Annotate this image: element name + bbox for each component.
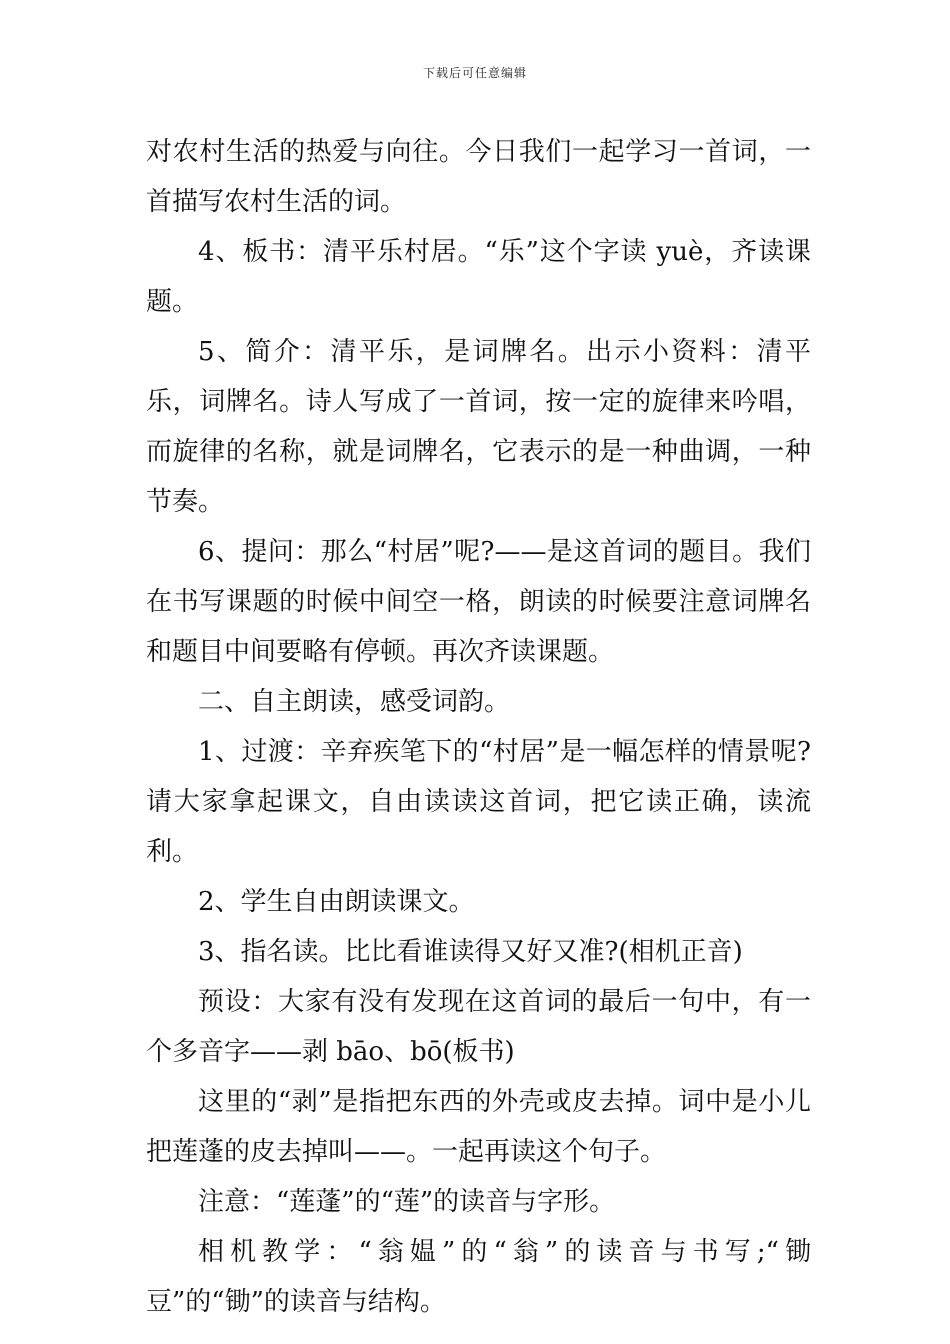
paragraph: 2、学生自由朗读课文。 xyxy=(198,887,475,917)
paragraph: 4、板书：清平乐村居。“乐”这个字读 yuè，齐读课题。 xyxy=(146,237,811,317)
paragraph: 6、提问：那么“村居”呢?——是这首词的题目。我们在书写课题的时候中间空一格，朗读的时候要注意词牌名和题目中间要略有停顿。再次齐读课题。 xyxy=(146,537,811,667)
paragraph: 预设：大家有没有发现在这首词的最后一句中，有一个多音字——剥 bāo、bō(板书) xyxy=(146,987,811,1067)
paragraph: 1、过渡：辛弃疾笔下的“村居”是一幅怎样的情景呢?请大家拿起课文，自由读读这首词，把它读正确，读流利。 xyxy=(146,737,811,867)
page-header: 下载后可任意编辑 xyxy=(422,66,527,80)
paragraph: 对农村生活的热爱与向往。今日我们一起学习一首词，一首描写农村生活的词。 xyxy=(146,137,811,217)
paragraph: 注意：“莲蓬”的“莲”的读音与字形。 xyxy=(198,1187,616,1217)
paragraph: 这里的“剥”是指把东西的外壳或皮去掉。词中是小儿把莲蓬的皮去掉叫——。一起再读这个句子。 xyxy=(146,1087,811,1167)
paragraph: 3、指名读。比比看谁读得又好又准?(相机正音) xyxy=(198,937,743,967)
paragraph: 相机教学：“翁媪”的“翁”的读音与书写;“锄豆”的“锄”的读音与结构。 xyxy=(146,1237,811,1317)
section-heading: 二、自主朗读，感受词韵。 xyxy=(198,687,511,717)
paragraph: 5、简介：清平乐，是词牌名。出示小资料：清平乐，词牌名。诗人写成了一首词，按一定的旋律来吟唱，而旋律的名称，就是词牌名，它表示的是一种曲调，一种节奏。 xyxy=(146,337,811,517)
document-body xyxy=(146,127,811,1327)
